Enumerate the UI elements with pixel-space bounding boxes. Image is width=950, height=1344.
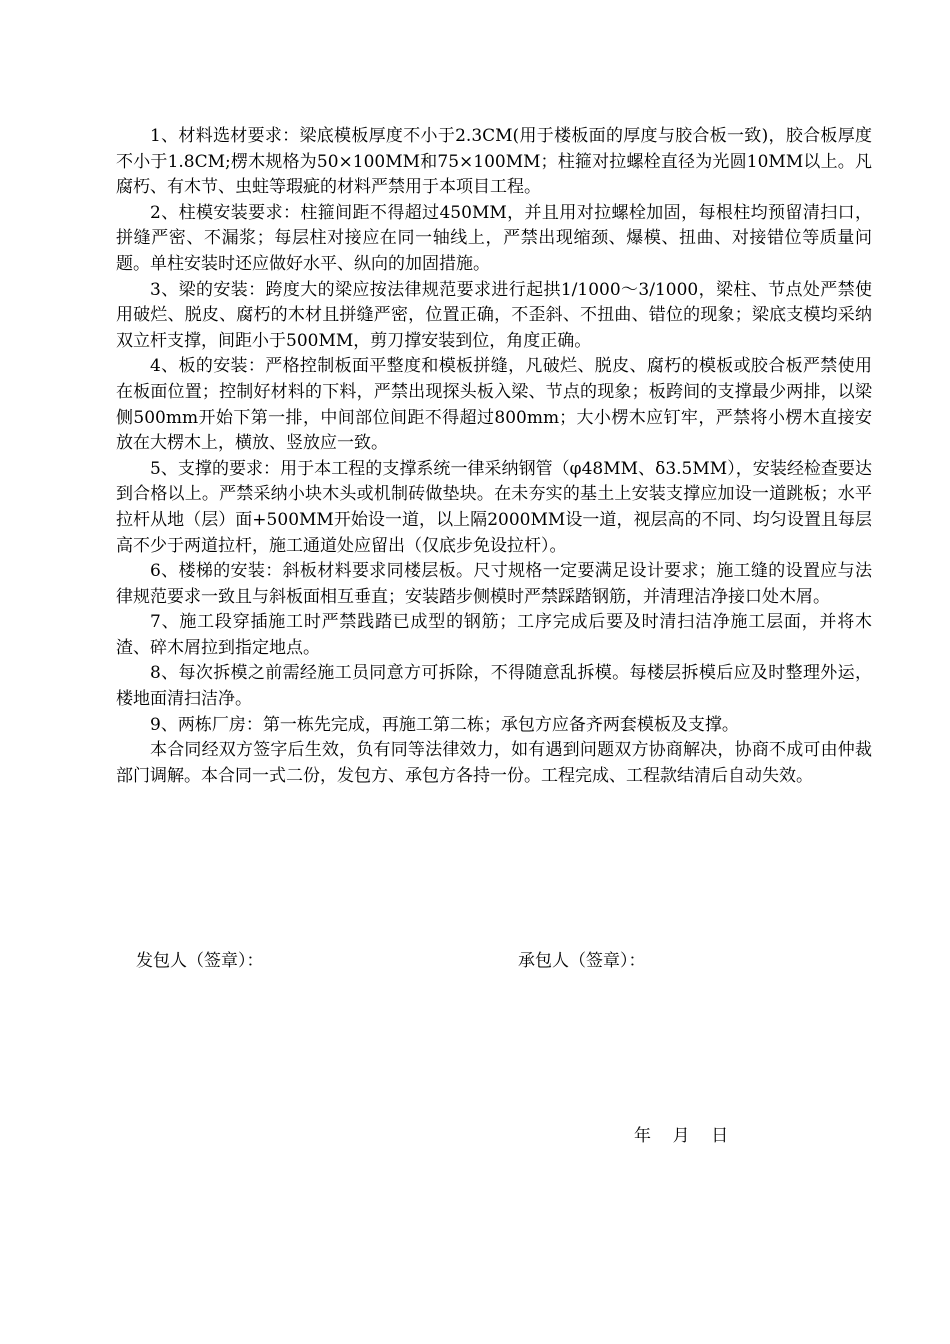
clause-6-stair-installation: 6、楼梯的安装：斜板材料要求同楼层板。尺寸规格一定要满足设计要求；施工缝的设置应与法律规范要求一致且与斜板面相互垂直；安装踏步侧模时严禁踩踏钢筋，并清理洁净接口处木屑。	[116, 561, 872, 607]
clause-2-column-formwork: 2、柱模安装要求：柱箍间距不得超过450MM，并且用对拉螺栓加固，每根柱均预留清扫口，拼缝严密、不漏浆；每层柱对接应在同一轴线上，严禁出现缩颈、爆模、扭曲、对接错位等质量问题。单柱安装时还应做好水平、纵向的加固措施。	[116, 202, 872, 274]
clause-1-material-selection: 1、材料选材要求：梁底模板厚度不小于2.3CM(用于楼板面的厚度与胶合板一致)，胶合板厚度不小于1.8CM;楞木规格为50×100MM和75×100MM；柱箍对拉螺栓直径为光圆10MM以上。凡腐朽、有木节、虫蛀等瑕疵的材料严禁用于本项目工程。	[116, 126, 872, 198]
contract-validity-clause: 本合同经双方签字后生效，负有同等法律效力，如有遇到问题双方协商解决，协商不成可由仲裁部门调解。本合同一式二份，发包方、承包方各持一份。工程完成、工程款结清后自动失效。	[116, 740, 872, 786]
employer-signature-label: 发包人（签章）：	[136, 951, 264, 971]
contractor-signature-label: 承包人（签章）：	[518, 951, 646, 971]
clause-5-support-requirements: 5、支撑的要求：用于本工程的支撑系统一律采纳钢管（φ48MM、δ3.5MM），安装经检查要达到合格以上。严禁采纳小块木头或机制砖做垫块。在未夯实的基土上安装支撑应加设一道跳板；水平拉杆从地（层）面+500MM开始设一道，以上隔2000MM设一道，视层高的不同、均匀设置且每层高不少于两道拉杆，施工通道处应留出（仅底步免设拉杆）。	[116, 458, 872, 556]
signing-date-line: 年 月 日	[634, 1126, 729, 1146]
contract-body	[116, 124, 872, 789]
clause-3-beam-installation: 3、梁的安装：跨度大的梁应按法律规范要求进行起拱1/1000～3/1000，梁柱、节点处严禁使用破烂、脱皮、腐朽的木材且拼缝严密，位置正确，不歪斜、不扭曲、错位的现象；梁底支模均采纳双立杆支撑，间距小于500MM，剪刀撑安装到位，角度正确。	[116, 279, 872, 351]
clause-7-construction-section: 7、施工段穿插施工时严禁践踏已成型的钢筋；工序完成后要及时清扫洁净施工层面，并将木渣、碎木屑拉到指定地点。	[116, 612, 872, 658]
clause-8-formwork-removal: 8、每次拆模之前需经施工员同意方可拆除，不得随意乱拆模。每楼层拆模后应及时整理外运，楼地面清扫洁净。	[116, 663, 872, 710]
clause-9-two-workshops: 9、两栋厂房：第一栋先完成，再施工第二栋；承包方应备齐两套模板及支撑。	[150, 714, 739, 735]
clause-4-slab-installation: 4、板的安装：严格控制板面平整度和模板拼缝，凡破烂、脱皮、腐朽的模板或胶合板严禁使用在板面位置；控制好材料的下料，严禁出现探头板入梁、节点的现象；板跨间的支撑最少两排，以梁侧500mm开始下第一排，中间部位间距不得超过800mm；大小楞木应钉牢，严禁将小楞木直接安放在大楞木上，横放、竖放应一致。	[116, 356, 872, 454]
